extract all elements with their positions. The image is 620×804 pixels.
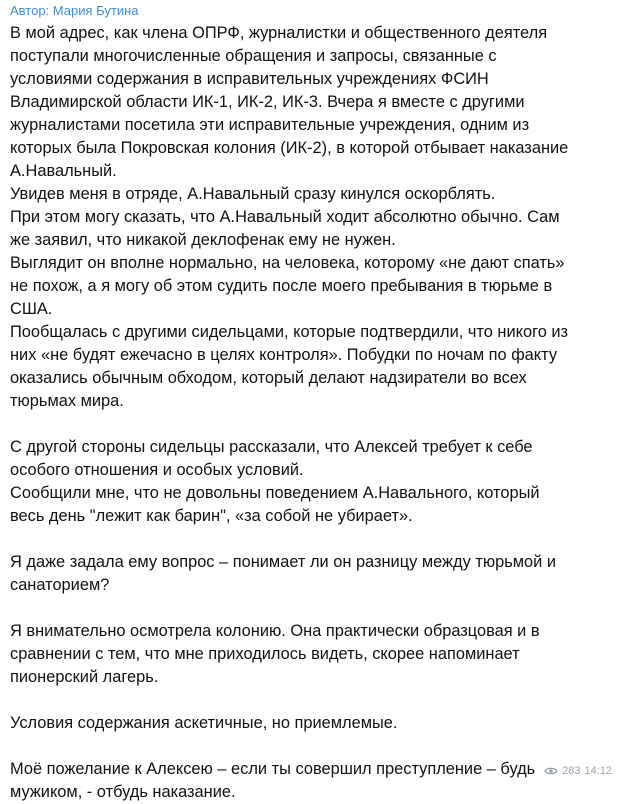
views-count: 283 bbox=[562, 765, 581, 777]
text-line: сравнении с тем, что мне приходилось видеть, скорее напоминает bbox=[10, 645, 520, 663]
text-line: А.Навальный. bbox=[10, 162, 117, 180]
text-line: Пообщалась с другими сидельцами, которые подтвердили, что никого из bbox=[10, 323, 569, 341]
text-line: Выглядит он вполне нормально, на человека, которому «не дают спать» bbox=[10, 254, 565, 272]
text-line: Условия содержания аскетичные, но приемлемые. bbox=[10, 714, 398, 732]
post-time: 14:12 bbox=[584, 765, 612, 777]
text-line: В мой адрес, как члена ОПРФ, журналистки и общественного деятеля bbox=[10, 24, 548, 42]
paragraph-break bbox=[10, 528, 610, 551]
paragraph-break bbox=[10, 413, 610, 436]
text-line: оказались обычным обходом, который делают надзиратели во всех bbox=[10, 369, 527, 387]
text-line: Сообщили мне, что не довольны поведением А.Навального, который bbox=[10, 484, 540, 502]
text-line: санаторием? bbox=[10, 576, 110, 594]
text-line: Владимирской области ИК-1, ИК-2, ИК-3. Вчера я вместе с другими bbox=[10, 93, 525, 111]
eye-icon bbox=[544, 766, 558, 776]
paragraph-break bbox=[10, 689, 610, 712]
post-text bbox=[10, 22, 610, 804]
text-line: которых была Покровская колония (ИК-2), в которой отбывает наказание bbox=[10, 139, 569, 157]
text-line: мужиком, - отбудь наказание. bbox=[10, 783, 236, 801]
text-line: особого отношения и особых условий. bbox=[10, 461, 304, 479]
post-meta bbox=[544, 765, 612, 777]
text-line: пионерский лагерь. bbox=[10, 668, 159, 686]
post-author[interactable]: Автор: Мария Бутина bbox=[10, 3, 139, 18]
text-line: не похож, а я могу об этом судить после моего пребывания в тюрьме в bbox=[10, 277, 553, 295]
text-line: Моё пожелание к Алексею – если ты совершил преступление – будь bbox=[10, 760, 536, 778]
text-line: Увидев меня в отряде, А.Навальный сразу кинулся оскорблять. bbox=[10, 185, 496, 203]
text-line: тюрьмах мира. bbox=[10, 392, 124, 410]
text-line: весь день "лежит как барин", «за собой не убирает». bbox=[10, 507, 413, 525]
text-line: При этом могу сказать, что А.Навальный ходит абсолютно обычно. Сам bbox=[10, 208, 560, 226]
text-line: Я внимательно осмотрела колонию. Она практически образцовая и в bbox=[10, 622, 540, 640]
paragraph-break bbox=[10, 597, 610, 620]
text-line: Я даже задала ему вопрос – понимает ли он разницу между тюрьмой и bbox=[10, 553, 557, 571]
text-line: журналистами посетила эти исправительные учреждения, одним из bbox=[10, 116, 530, 134]
text-line: же заявил, что никакой деклофенак ему не нужен. bbox=[10, 231, 396, 249]
text-line: поступали многочисленные обращения и запросы, связанные с bbox=[10, 47, 497, 65]
text-line: условиями содержания в исправительных учреждениях ФСИН bbox=[10, 70, 489, 88]
text-line: США. bbox=[10, 300, 53, 318]
text-line: них «не будят ежечасно в целях контроля». Побудки по ночам по факту bbox=[10, 346, 558, 364]
text-line: С другой стороны сидельцы рассказали, что Алексей требует к себе bbox=[10, 438, 533, 456]
paragraph-break bbox=[10, 735, 610, 758]
